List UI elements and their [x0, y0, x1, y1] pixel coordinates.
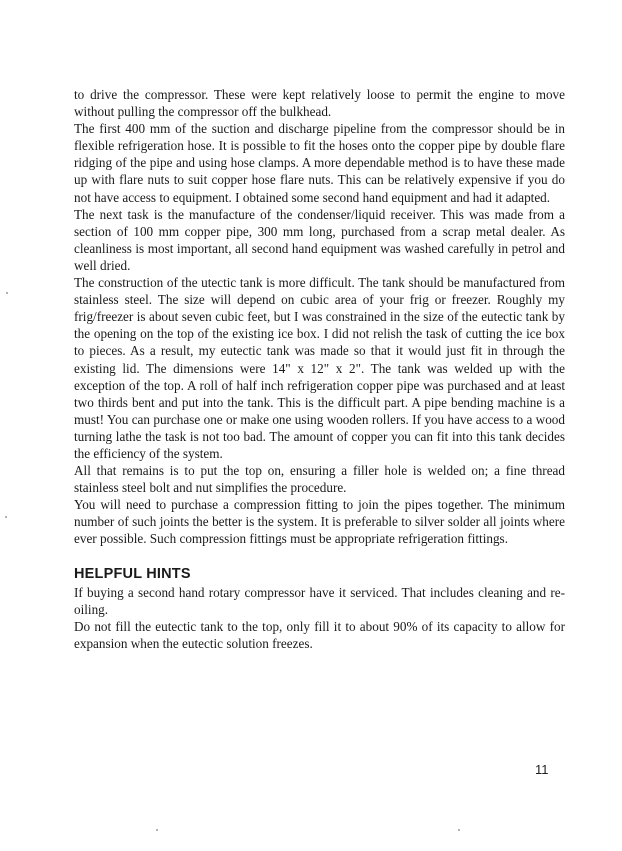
page-number: 11 — [535, 762, 549, 777]
scan-speck — [5, 516, 7, 518]
hint-tank-capacity: Do not fill the eutectic tank to the top, only fill it to about 90% of its capacity to allow for expansion when the eutectic solution freezes. — [74, 618, 565, 651]
hint-compressor-service: If buying a second hand rotary compressor have it serviced. That includes cleaning and re-oiling. — [74, 584, 565, 617]
paragraph-tank-top: All that remains is to put the top on, ensuring a filler hole is welded on; a fine thread stainless steel bolt and nut simplifies the procedure. — [74, 463, 565, 496]
paragraph-flexible-hose: The first 400 mm of the suction and discharge pipeline from the compressor should be in flexible refrigeration hose. It is possible to fit the hoses onto the copper pipe by double flare ridging of the pipe and using hose clamps. A more dependable method is to have these made up with flare nuts to suit copper hose flare nuts. This can be relatively expensive if you do not have access to equipment. I obtained some second hand equipment and had it adapted. — [74, 121, 565, 205]
scan-speck — [458, 829, 460, 831]
paragraph-compression-fittings: You will need to purchase a compression fitting to join the pipes together. The minimum number of such joints the better is the system. It is preferable to silver solder all joints where ever possible. Such compression fittings must be appropriate refrigeration fittings. — [74, 497, 565, 547]
scan-speck — [156, 829, 158, 831]
paragraph-eutectic-tank: The construction of the utectic tank is more difficult. The tank should be manufactured from stainless steel. The size will depend on cubic area of your frig or freezer. Roughly my frig/freezer is about seven cubic feet, but I was constrained in the size of the eutectic tank by the opening on the top of the existing ice box. I did not relish the task of cutting the ice box to pieces. As a result, my eutectic tank was made so that it would just fit in through the existing lid. The dimensions were 14" x 12" x 2". The tank was welded up with the exception of the top. A roll of half inch refrigeration copper pipe was purchased and at least two thirds bent and put into the tank. This is the difficult part. A pipe bending machine is a must! You can purchase one or make one using wooden rollers. If you have access to a wood turning lathe the task is not too bad. The amount of copper you can fit into this tank decides the efficiency of the system. — [74, 275, 565, 461]
scan-speck — [6, 292, 8, 294]
section-heading: HELPFUL HINTS — [74, 565, 191, 582]
paragraph-compressor-mounting: to drive the compressor. These were kept relatively loose to permit the engine to move without pulling the compressor off the bulkhead. — [74, 87, 565, 120]
body-text — [74, 86, 565, 652]
paragraph-condenser: The next task is the manufacture of the condenser/liquid receiver. This was made from a section of 100 mm copper pipe, 300 mm long, purchased from a scrap metal dealer. As cleanliness is most important, all second hand equipment was washed carefully in petrol and well dried. — [74, 206, 565, 273]
